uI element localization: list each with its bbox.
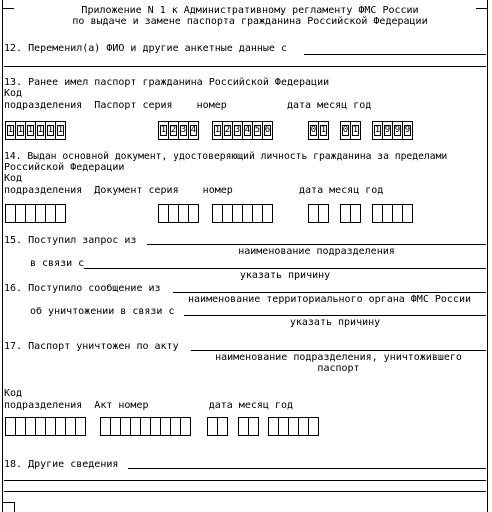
box-cell[interactable]	[121, 418, 131, 435]
header-line-2: по выдаче и замене паспорта гражданина Российской Федерации	[72, 16, 428, 27]
box-cell[interactable]	[101, 418, 111, 435]
section-17-columns: подразделения Акт номер дата месяц год	[4, 400, 293, 411]
corner-mark-top-right	[476, 8, 487, 9]
box-cell[interactable]	[249, 418, 258, 435]
box-cell[interactable]: 0	[309, 122, 319, 139]
box-cell[interactable]	[269, 418, 279, 435]
section-15-hint-2: указать причину	[239, 270, 331, 281]
s17-division-code-boxes[interactable]	[5, 417, 86, 436]
box-cell[interactable]	[56, 418, 66, 435]
box-cell[interactable]: 0	[341, 122, 351, 139]
box-cell[interactable]	[239, 418, 249, 435]
s17-year-boxes[interactable]	[268, 417, 319, 436]
section-18-field-line-2[interactable]	[4, 480, 486, 481]
box-cell[interactable]	[263, 205, 272, 222]
box-cell[interactable]	[393, 205, 403, 222]
box-cell[interactable]	[319, 205, 328, 222]
box-cell[interactable]: 9	[383, 122, 393, 139]
s13-month-boxes[interactable]	[340, 121, 361, 140]
section-12-field-line-2[interactable]	[4, 66, 486, 67]
section-13-code-label: Код	[4, 88, 23, 99]
box-cell[interactable]: 1	[26, 122, 36, 139]
box-cell[interactable]	[151, 418, 161, 435]
section-16-hint-2: указать причину	[289, 317, 381, 328]
section-12-label: 12. Переменил(а) ФИО и другие анкетные данные с	[4, 43, 287, 54]
s13-series-boxes[interactable]	[158, 121, 199, 140]
box-cell[interactable]	[341, 205, 351, 222]
box-cell[interactable]	[26, 205, 36, 222]
box-cell[interactable]	[309, 205, 319, 222]
section-14-code-label: Код	[4, 173, 23, 184]
box-cell[interactable]	[223, 205, 233, 222]
box-cell[interactable]	[179, 205, 189, 222]
box-cell[interactable]	[403, 205, 412, 222]
box-cell[interactable]	[161, 418, 171, 435]
corner-mark-bottom-left	[2, 502, 14, 503]
s17-month-boxes[interactable]	[238, 417, 259, 436]
section-13-title: 13. Ранее имел паспорт гражданина Российской Федерации	[4, 77, 330, 88]
box-cell[interactable]	[289, 418, 299, 435]
box-cell[interactable]	[66, 418, 76, 435]
box-cell[interactable]	[253, 205, 263, 222]
s14-division-code-boxes[interactable]	[5, 204, 66, 223]
section-16-label-2: об уничтожении в связи с	[30, 306, 175, 317]
box-cell[interactable]: 2	[169, 122, 179, 139]
section-17-field[interactable]	[191, 350, 486, 351]
s13-division-code-boxes[interactable]	[5, 121, 66, 140]
box-cell[interactable]: 1	[46, 122, 56, 139]
section-17-label: 17. Паспорт уничтожен по акту	[4, 341, 179, 352]
section-15-field[interactable]	[147, 244, 486, 245]
section-15-field-2[interactable]	[84, 268, 486, 269]
section-17-hint-1: наименование подразделения, уничтожившего	[215, 352, 462, 363]
box-cell[interactable]: 4	[243, 122, 253, 139]
box-cell[interactable]: 9	[393, 122, 403, 139]
section-18-label: 18. Другие сведения	[4, 459, 119, 470]
corner-mark-bottom-left-v	[14, 502, 15, 512]
box-cell[interactable]: 1	[213, 122, 223, 139]
box-cell[interactable]	[208, 418, 218, 435]
section-15-hint-1: наименование подразделения	[238, 246, 395, 257]
section-17-code-label: Код	[4, 388, 23, 399]
s17-act-number-boxes[interactable]	[100, 417, 191, 436]
box-cell[interactable]	[56, 205, 65, 222]
box-cell[interactable]: 1	[6, 122, 16, 139]
box-cell[interactable]	[46, 418, 56, 435]
section-13-columns: подразделения Паспорт серия номер дата месяц год	[4, 100, 372, 111]
box-cell[interactable]	[36, 418, 46, 435]
box-cell[interactable]: 9	[404, 125, 411, 135]
box-cell[interactable]	[169, 205, 179, 222]
box-cell[interactable]	[243, 205, 253, 222]
s13-number-boxes[interactable]	[212, 121, 273, 140]
box-cell[interactable]: 4	[190, 125, 197, 135]
box-cell[interactable]	[171, 418, 181, 435]
section-18-field[interactable]	[128, 468, 486, 469]
box-cell[interactable]	[111, 418, 121, 435]
s14-month-boxes[interactable]	[340, 204, 361, 223]
section-16-field-2[interactable]	[184, 315, 486, 316]
box-cell[interactable]: 1	[320, 125, 327, 135]
section-18-field-line-3[interactable]	[4, 491, 486, 492]
s14-year-boxes[interactable]	[372, 204, 413, 223]
box-cell[interactable]	[159, 205, 169, 222]
corner-mark-top-left	[2, 8, 14, 9]
box-cell[interactable]	[213, 205, 223, 222]
s14-series-boxes[interactable]	[158, 204, 199, 223]
box-cell[interactable]	[299, 418, 309, 435]
box-cell[interactable]	[383, 205, 393, 222]
section-16-hint-1: наименование территориального органа ФМС России	[188, 294, 471, 305]
box-cell[interactable]	[16, 205, 26, 222]
box-cell[interactable]: 1	[16, 122, 26, 139]
box-cell[interactable]	[351, 205, 360, 222]
section-12-field[interactable]	[304, 54, 486, 55]
box-cell[interactable]	[76, 418, 85, 435]
box-cell[interactable]	[279, 418, 289, 435]
section-15-label: 15. Поступил запрос из	[4, 235, 137, 246]
box-cell[interactable]	[141, 418, 151, 435]
box-cell[interactable]: 1	[352, 125, 359, 135]
box-cell[interactable]	[26, 418, 36, 435]
section-16-label: 16. Поступило сообщение из	[4, 283, 161, 294]
box-cell[interactable]	[36, 205, 46, 222]
s14-day-boxes[interactable]	[308, 204, 329, 223]
box-cell[interactable]	[309, 418, 318, 435]
box-cell[interactable]	[131, 418, 141, 435]
right-border	[487, 0, 488, 512]
box-cell[interactable]: 1	[36, 122, 46, 139]
box-cell[interactable]	[218, 418, 227, 435]
box-cell[interactable]: 3	[233, 122, 243, 139]
s14-number-boxes[interactable]	[212, 204, 273, 223]
header-line-1: Приложение N 1 к Административному регламенту ФМС России	[81, 5, 419, 16]
section-15-label-2: в связи с	[30, 258, 85, 269]
box-cell[interactable]: 1	[57, 125, 64, 135]
section-16-field[interactable]	[173, 292, 486, 293]
box-cell[interactable]	[189, 205, 198, 222]
section-14-title-2: Российской Федерации	[4, 162, 125, 173]
box-cell[interactable]	[6, 205, 16, 222]
s13-year-boxes[interactable]	[372, 121, 413, 140]
section-14-title-1: 14. Выдан основной документ, удостоверяющий личность гражданина за пределами	[4, 151, 448, 162]
box-cell[interactable]: 6	[264, 125, 271, 135]
box-cell[interactable]: 5	[253, 122, 263, 139]
box-cell[interactable]	[181, 418, 190, 435]
section-17-hint-2: паспорт	[317, 363, 360, 374]
s17-day-boxes[interactable]	[207, 417, 228, 436]
box-cell[interactable]: 1	[159, 122, 169, 139]
box-cell[interactable]: 3	[179, 122, 189, 139]
section-14-columns: подразделения Документ серия номер дата месяц год	[4, 185, 384, 196]
box-cell[interactable]: 1	[373, 122, 383, 139]
left-border	[2, 0, 3, 512]
box-cell[interactable]	[233, 205, 243, 222]
box-cell[interactable]	[6, 418, 16, 435]
box-cell[interactable]	[16, 418, 26, 435]
box-cell[interactable]: 2	[223, 122, 233, 139]
s13-day-boxes[interactable]	[308, 121, 329, 140]
box-cell[interactable]	[46, 205, 56, 222]
box-cell[interactable]	[373, 205, 383, 222]
